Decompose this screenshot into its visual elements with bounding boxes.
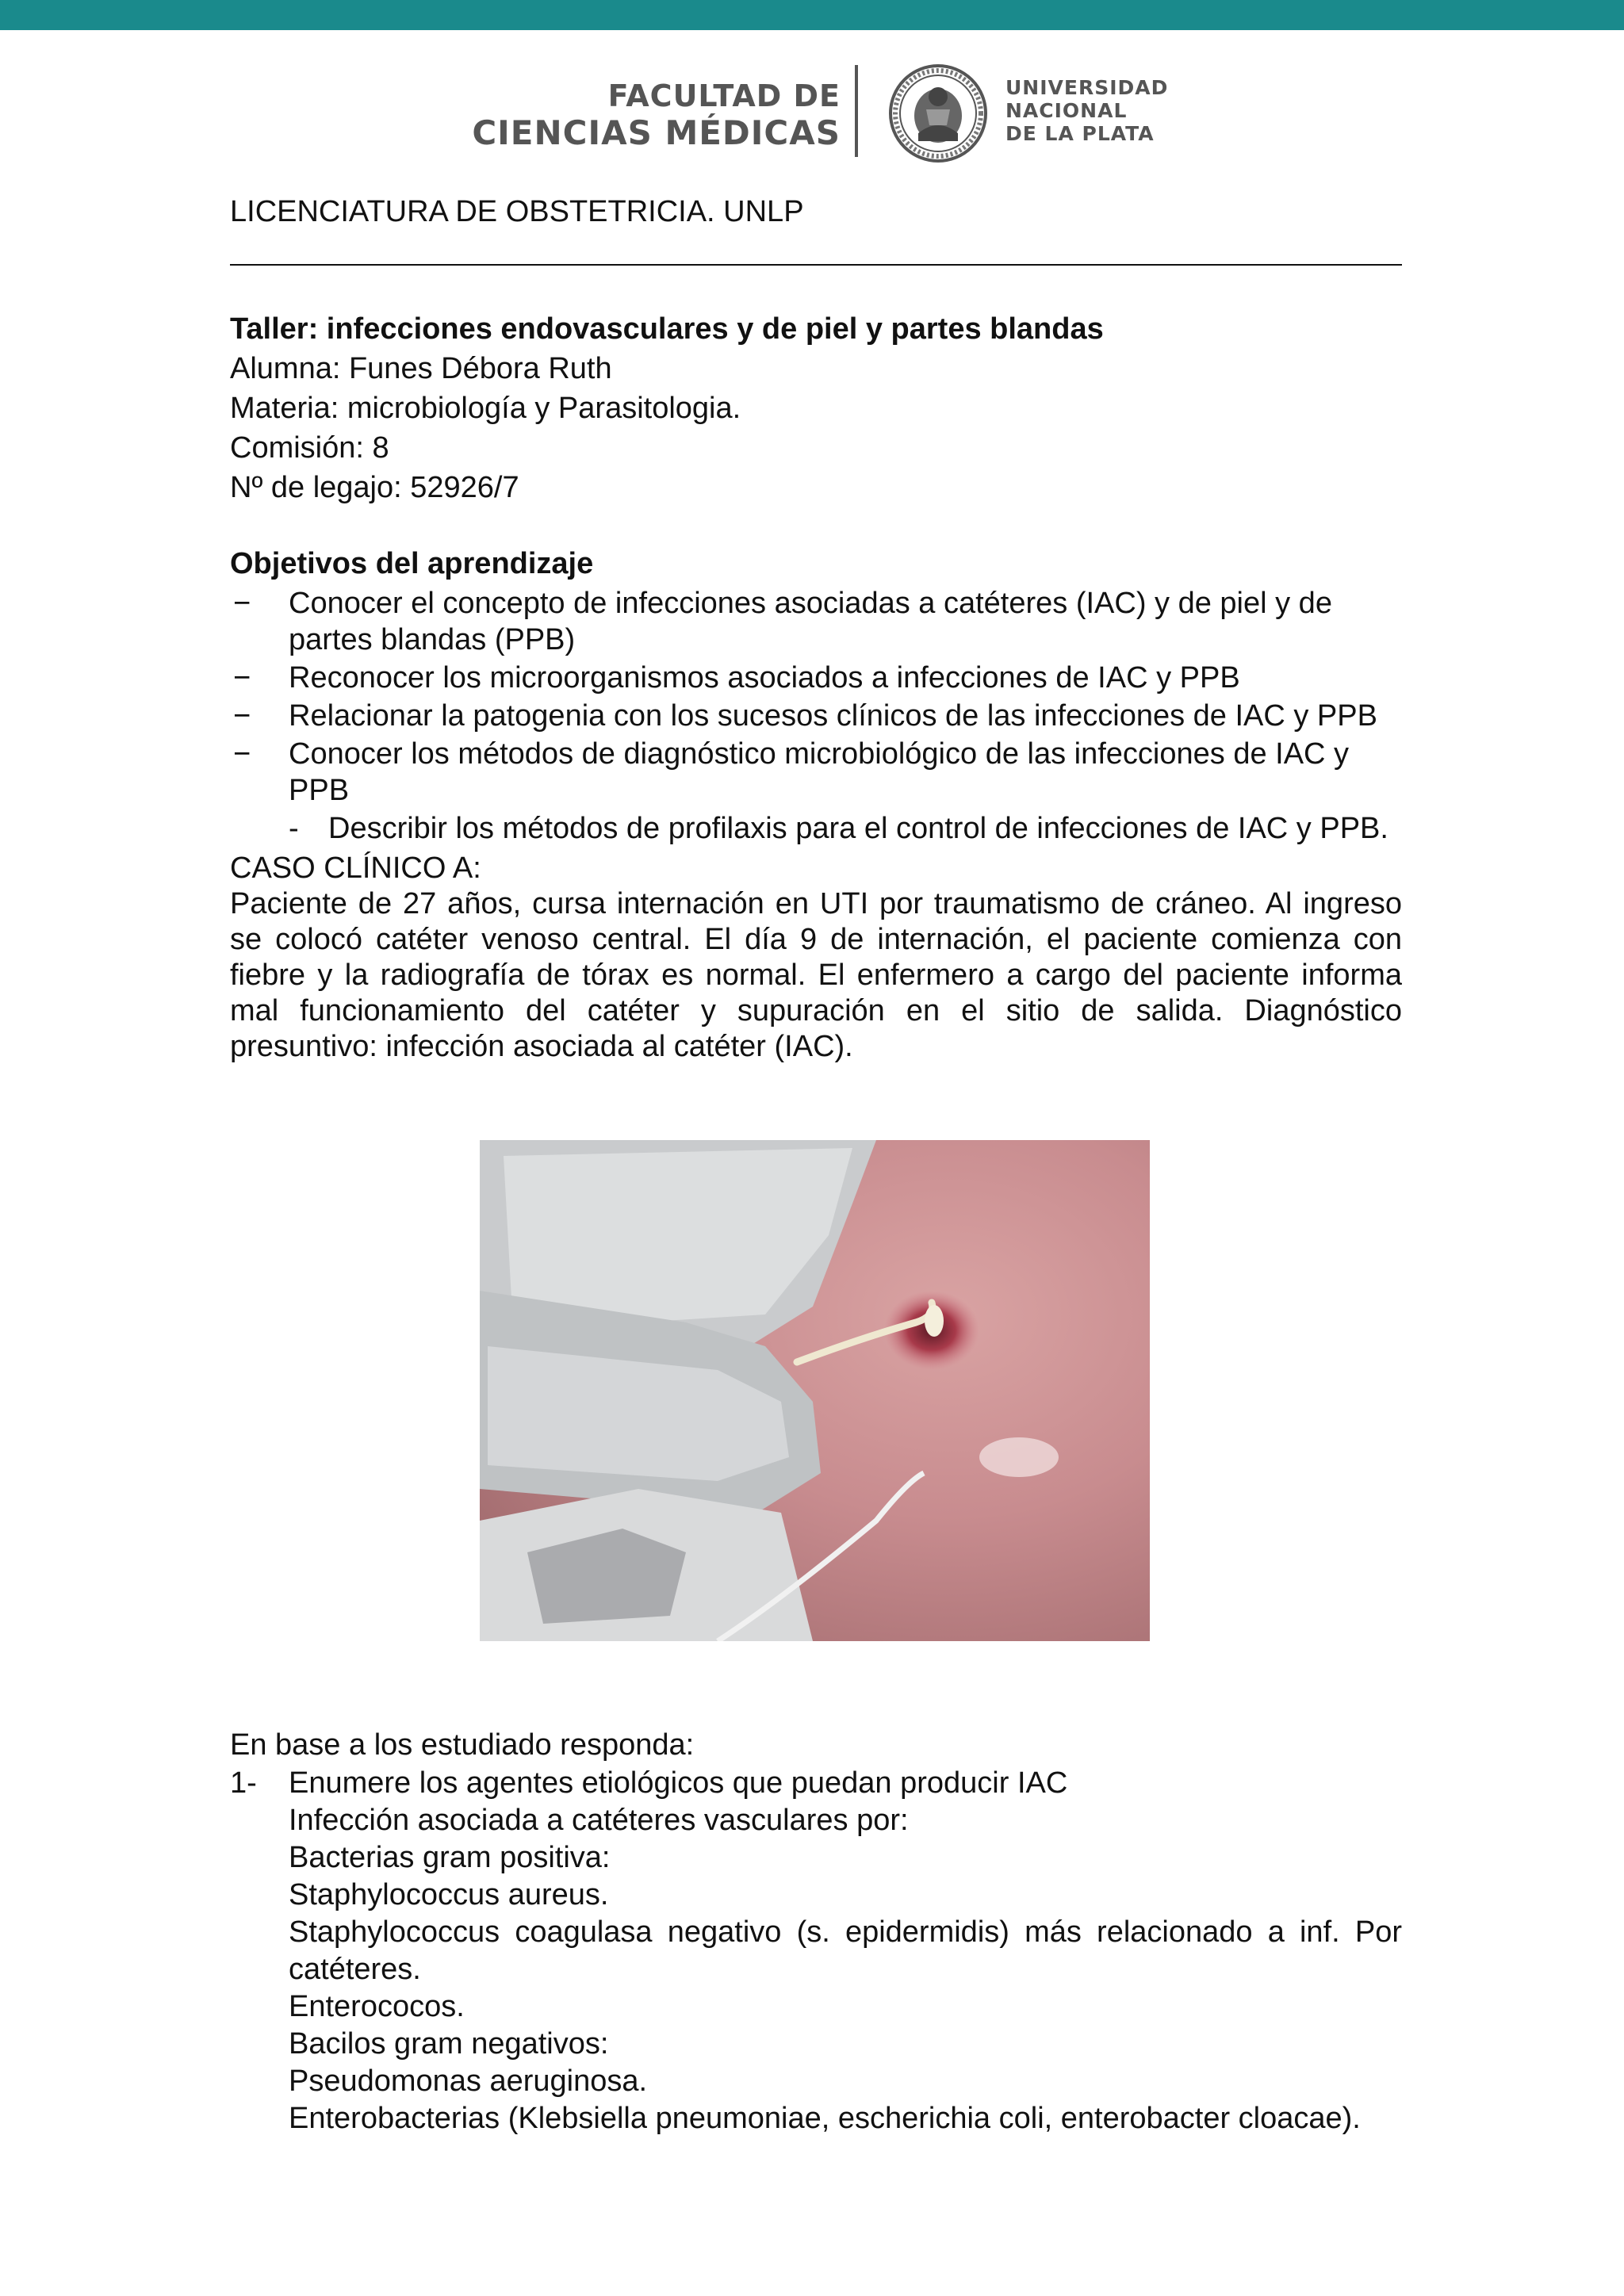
answer-line: Pseudomonas aeruginosa.: [289, 2064, 648, 2098]
objective-text: Conocer el concepto de infecciones asociadas a catéteres (IAC) y de piel y de partes blandas (PPB): [289, 587, 1332, 656]
question-prompt: En base a los estudiado responda:: [230, 1728, 695, 1762]
logo-divider: [855, 65, 858, 157]
university-logo-text: [1005, 76, 1168, 145]
objectives-list: [230, 585, 1404, 848]
list-item: [230, 660, 1404, 696]
university-line-2: NACIONAL: [1005, 99, 1128, 122]
program-title: LICENCIATURA DE OBSTETRICIA. UNLP: [230, 195, 804, 228]
answer-line: Infección asociada a catéteres vasculares por:: [289, 1804, 909, 1837]
subject-name: Materia: microbiología y Parasitologia.: [230, 392, 741, 425]
objective-text: Conocer los métodos de diagnóstico microbiológico de las infecciones de IAC y PPB: [289, 737, 1350, 807]
faculty-line-2: CIENCIAS MÉDICAS: [472, 113, 841, 152]
bullet-mark: −: [233, 699, 251, 733]
faculty-logo-text: [444, 78, 841, 152]
bullet-mark: -: [289, 812, 299, 845]
list-item: [230, 736, 1404, 809]
commission-number: Comisión: 8: [230, 431, 389, 465]
university-line-1: UNIVERSIDAD: [1005, 76, 1169, 99]
case-heading: CASO CLÍNICO A:: [230, 851, 481, 885]
university-seal-icon: [887, 62, 990, 165]
answer-line: Enterococos.: [289, 1990, 465, 2023]
objectives-heading: Objetivos del aprendizaje: [230, 547, 594, 580]
catheter-site-photo: [480, 1140, 1150, 1641]
list-item: [230, 698, 1404, 734]
faculty-line-1: FACULTAD DE: [607, 78, 841, 113]
question-text: Enumere los agentes etiológicos que puedan producir IAC: [289, 1766, 1068, 1800]
question-number: 1-: [230, 1766, 257, 1800]
header-rule: [230, 264, 1402, 266]
university-line-3: DE LA PLATA: [1005, 122, 1155, 145]
answer-line: Enterobacterias (Klebsiella pneumoniae, escherichia coli, enterobacter cloacae).: [289, 2102, 1361, 2135]
objective-text: Relacionar la patogenia con los sucesos clínicos de las infecciones de IAC y PPB: [289, 699, 1377, 733]
objective-text: Reconocer los microorganismos asociados a infecciones de IAC y PPB: [289, 661, 1240, 695]
question-list: [230, 1765, 1402, 2137]
list-item: [230, 810, 1404, 847]
student-name: Alumna: Funes Débora Ruth: [230, 352, 612, 385]
list-item: [230, 585, 1404, 658]
case-description: Paciente de 27 años, cursa internación en UTI por traumatismo de cráneo. Al ingreso se colocó catéter venoso central. El día 9 de internación, el paciente comienza con fiebre y la radiografía de tórax es normal. El enfermero a cargo del paciente informa mal funcionamiento del catéter y supuración en el sitio de salida. Diagnóstico presuntivo: infección asociada al catéter (IAC).: [230, 887, 1402, 1063]
workshop-title: Taller: infecciones endovasculares y de piel y partes blandas: [230, 312, 1104, 346]
bullet-mark: −: [233, 661, 251, 695]
bullet-mark: −: [233, 737, 251, 771]
question-item: [230, 1765, 1402, 1802]
answer-line: Staphylococcus aureus.: [289, 1878, 609, 1911]
file-number: Nº de legajo: 52926/7: [230, 471, 519, 504]
top-accent-bar: [0, 0, 1624, 30]
answer-line: Bacilos gram negativos:: [289, 2027, 609, 2061]
answer-line: Staphylococcus coagulasa negativo (s. epidermidis) más relacionado a inf. Por catéteres.: [289, 1915, 1402, 1986]
objective-text: Describir los métodos de profilaxis para el control de infecciones de IAC y PPB.: [328, 812, 1388, 845]
answer-line: Bacterias gram positiva:: [289, 1841, 611, 1874]
bullet-mark: −: [233, 587, 251, 620]
